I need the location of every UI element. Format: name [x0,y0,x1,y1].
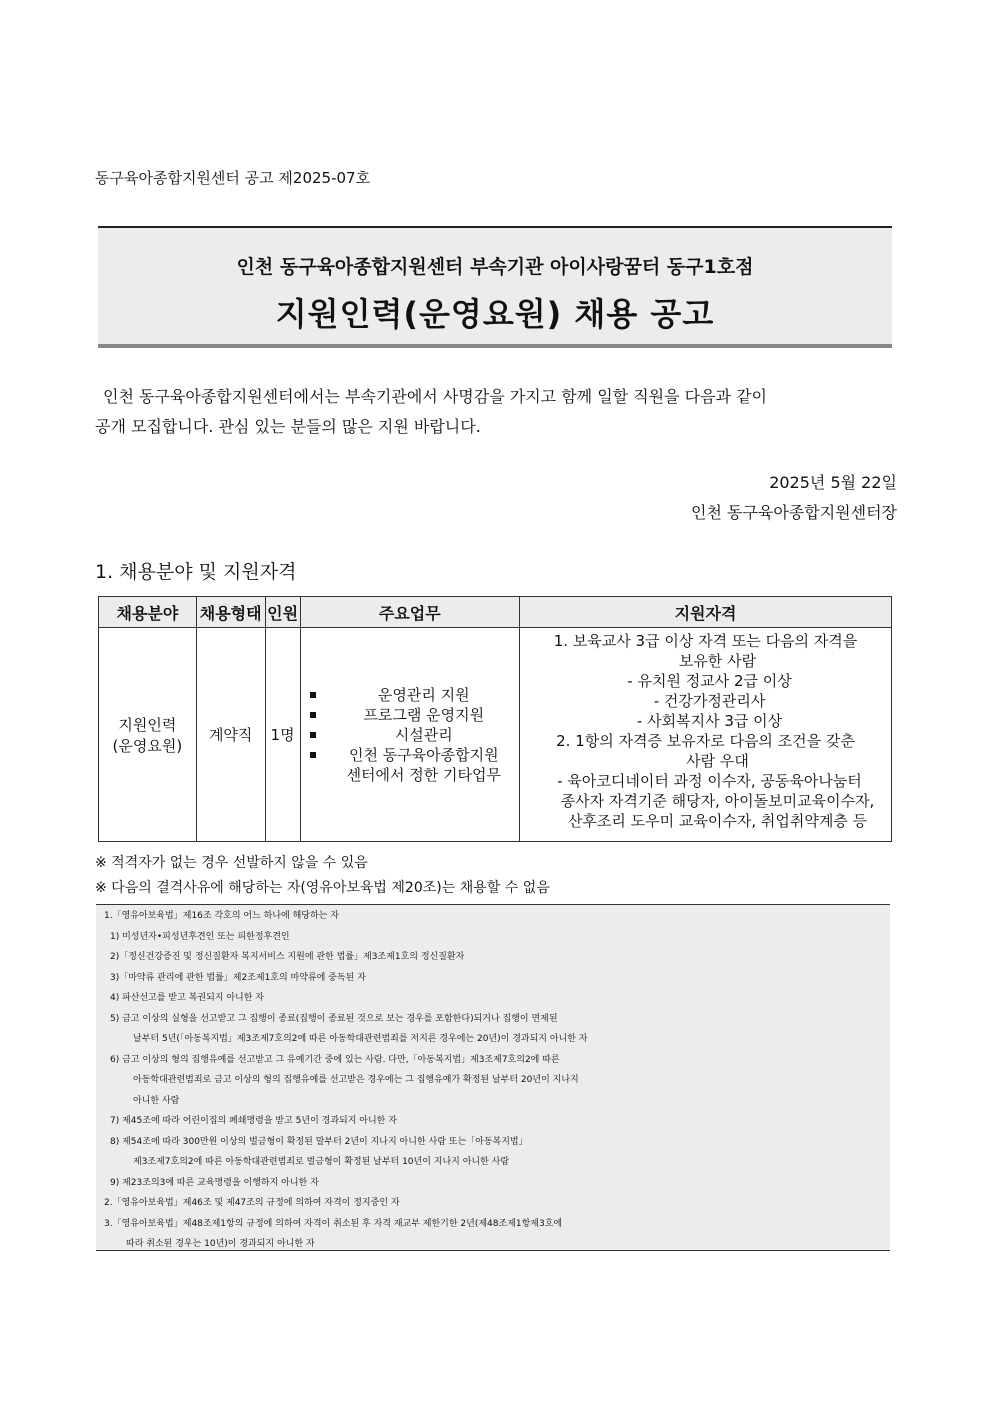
header-type: 채용형태 [196,597,265,628]
duty-item: 프로그램 운영지원 [307,705,519,725]
disqualification-line: 1.「영유아보육법」제16조 각호의 어느 하나에 해당하는 자 [104,911,339,921]
qualification-line: - 건강가정관리사 [653,692,766,710]
field-line-1: 지원인력 [118,715,177,734]
header-duties: 주요업무 [300,597,519,628]
disqualification-line: 4) 파산선고를 받고 복권되지 아니한 자 [110,993,264,1003]
field-line-2: (운영요원) [112,736,183,755]
disqualification-line: 1) 미성년자•피성년후견인 또는 피한정후견인 [110,931,290,942]
qualification-line: - 유치원 정교사 2급 이상 [627,672,792,690]
recruitment-table [98,596,892,842]
disqualification-line: 8) 제54조에 따라 300만원 이상의 벌금형이 확정된 말부터 2년이 지나지 아니한 사람 또는「아동복지법」 [110,1136,528,1147]
cell-field [99,628,197,842]
qualification-line: 2. 1항의 자격증 보유자로 다음의 조건을 갖춘 [556,732,855,750]
qualification-line: 종사자 자격기준 해당자, 아이돌보미교육이수자, [560,792,875,810]
disqualification-box [96,904,890,1251]
disqualification-line: 아동학대관련범죄로 금고 이상의 형의 집행유예를 선고받은 경우에는 그 집행유예가 확정된 날부터 20년이 지나지 [133,1075,579,1085]
duty-item-4-line-1: 인천 동구육아종합지원 [348,745,499,764]
cell-qualifications [520,628,892,842]
disqualification-line: 3.「영유아보육법」제48조제1항의 규정에 의하여 자격이 취소된 후 자격 재교부 제한기한 2년(제48조제1항제3호에 [104,1218,563,1229]
note-no-qualified: ※ 적격자가 없는 경우 선발하지 않을 수 있음 [95,855,368,871]
intro-line-1: 인천 동구육아종합지원센터에서는 부속기관에서 사명감을 가지고 함께 일할 직원을 다음과 같이 [103,387,768,406]
disqualification-line: 5) 금고 이상의 실형을 선고받고 그 집행이 종료(집행이 종료된 것으로 보는 경우를 포함한다)되거나 집행이 면제된 [110,1013,558,1024]
header-field: 채용분야 [99,597,197,628]
title-box [98,226,892,348]
cell-type: 계약직 [196,628,265,842]
qualification-line: 산후조리 도우미 교육이수자, 취업취약계층 등 [567,812,868,830]
cell-count: 1명 [265,628,300,842]
intro-line-2: 공개 모집합니다. 관심 있는 분들의 많은 지원 바랍니다. [95,417,481,436]
duty-item: 시설관리 [307,725,519,745]
duty-list [307,685,519,785]
disqualification-line: 6) 금고 이상의 형의 집행유예를 선고받고 그 유예기간 중에 있는 사람. 다만,「아동복지법」제3조제7호의2에 따른 [110,1054,560,1065]
disqualification-line: 아니한 사람 [133,1095,180,1106]
disqualification-line: 제3조제7호의2에 따른 아동학대관련범죄로 벌금형이 확정된 날부터 10년이 지나지 아니한 사람 [133,1157,510,1167]
disqualification-line: 날부터 5년(「아동복지법」제3조제7호의2에 따른 아동학대관련범죄를 저지른 경우에는 20년)이 경과되지 아니한 자 [133,1034,588,1044]
table-row [99,628,892,842]
duty-item: 운영관리 지원 [307,685,519,705]
qualification-line: 1. 보육교사 3급 이상 자격 또는 다음의 자격을 [553,632,858,650]
disqualification-line: 9) 제23조의3에 따른 교육명령을 이행하지 아니한 자 [110,1177,319,1188]
header-qualifications: 지원자격 [520,597,892,628]
disqualification-line: 7) 제45조에 따라 어린이집의 폐쇄명령을 받고 5년이 경과되지 아니한 자 [110,1116,397,1126]
issuer: 인천 동구육아종합지원센터장 [690,503,897,522]
qualification-line: 보유한 사람 [678,652,757,670]
header-count: 인원 [265,597,300,628]
notice-number: 동구육아종합지원센터 공고 제2025-07호 [95,169,371,187]
title-sub: 인천 동구육아종합지원센터 부속기관 아이사랑꿈터 동구1호점 [236,256,754,278]
cell-duties [300,628,519,842]
intro-paragraph [95,382,897,442]
disqualification-line: 3)「마약류 관리에 관한 법률」제2조제1호의 마약류에 중독된 자 [110,972,366,983]
duty-item-4-line-2: 센터에서 정한 기타업무 [346,765,501,784]
qualification-line: - 육아코디네이터 과정 이수자, 공동육아나눔터 [557,772,862,790]
qualification-line: 사람 우대 [686,752,749,770]
disqualification-line: 따라 취소된 경우는 10년)이 경과되지 아니한 자 [126,1239,315,1249]
disqualification-line: 2.「영유아보육법」제46조 및 제47조의 규정에 의하여 자격이 정지중인 자 [104,1198,400,1208]
notice-date: 2025년 5월 22일 [769,473,897,492]
note-disqualification: ※ 다음의 결격사유에 해당하는 자(영유아보육법 제20조)는 채용할 수 없음 [95,880,550,896]
table-header-row [99,597,892,628]
title-main: 지원인력(운영요원) 채용 공고 [275,295,715,333]
disqualification-line: 2)「정신건강증진 및 정신질환자 복지서비스 지원에 관한 법률」제3조제1호의 정신질환자 [110,952,465,962]
duty-item [307,745,519,785]
section-title: 1. 채용분야 및 지원자격 [95,561,297,583]
qualification-line: - 사회복지사 3급 이상 [636,712,783,730]
